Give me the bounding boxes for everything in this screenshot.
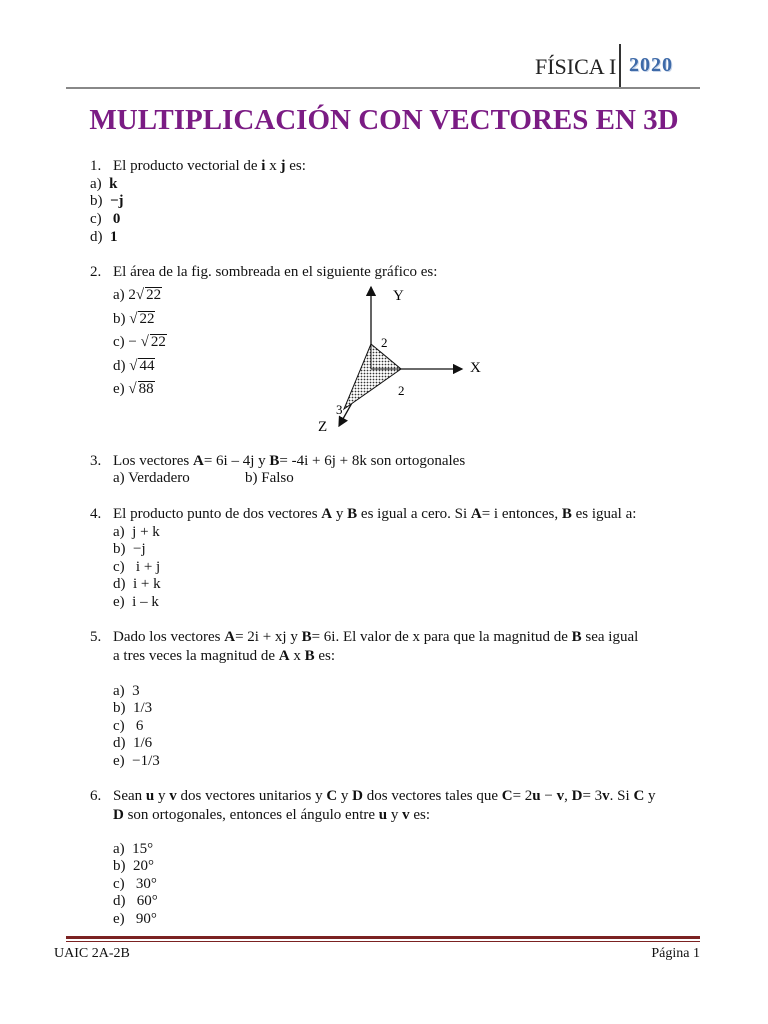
page-title: MULTIPLICACIÓN CON VECTORES EN 3D xyxy=(89,104,679,136)
option: c) − √ 22 xyxy=(113,334,166,350)
question-text: D son ortogonales, entonces el ángulo entre u y v es: xyxy=(113,807,431,823)
shaded-triangle xyxy=(344,344,401,409)
question-number: 6. xyxy=(90,788,102,804)
question-number: 2. xyxy=(90,264,102,280)
question-text: Los vectores A= 6i – 4j y B= -4i + 6j + 8k son ortogonales xyxy=(113,453,466,469)
option: c) i + j xyxy=(113,559,161,575)
question-text: El área de la fig. sombreada en el siguiente gráfico es: xyxy=(113,264,438,280)
option: b) 20° xyxy=(113,858,154,874)
option: a) j + k xyxy=(113,524,160,540)
option: a) 2√ 22 xyxy=(113,287,162,303)
question-text: Sean u y v dos vectores unitarios y C y D dos vectores tales que C= 2u − v, D= 3v. Si C y xyxy=(113,788,656,804)
x-axis-label: X xyxy=(470,360,481,376)
page-number: Página 1 xyxy=(651,946,700,961)
option: e) −1/3 xyxy=(113,753,160,769)
footer-course-code: UAIC 2A-2B xyxy=(54,946,130,961)
option: a) 3 xyxy=(113,683,140,699)
option: c) 30° xyxy=(113,876,157,892)
option: d) 1/6 xyxy=(113,735,153,751)
z-axis-label: Z xyxy=(318,419,328,435)
option: b) √ 22 xyxy=(113,311,155,327)
option: d) 60° xyxy=(113,893,158,909)
header-year: 2020 xyxy=(629,54,673,76)
option: e) √ 88 xyxy=(113,381,154,397)
question-number: 4. xyxy=(90,506,102,522)
option: a) 15° xyxy=(113,841,154,857)
option: d) i + k xyxy=(113,576,161,592)
option: c) 0 xyxy=(90,211,121,227)
question-number: 1. xyxy=(90,158,102,174)
question-text: Dado los vectores A= 2i + xj y B= 6i. El valor de x para que la magnitud de B sea igual xyxy=(113,629,639,645)
option: b) −j xyxy=(90,193,124,209)
option: a) k xyxy=(90,176,118,192)
option: b) Falso xyxy=(245,470,294,486)
y-axis-label: Y xyxy=(393,288,404,304)
option: e) 90° xyxy=(113,911,157,927)
y-intercept-label: 2 xyxy=(381,335,388,350)
question-text: El producto punto de dos vectores A y B es igual a cero. Si A= i entonces, B es igual a: xyxy=(113,506,637,522)
option: d) √ 44 xyxy=(113,358,155,374)
question-number: 3. xyxy=(90,453,102,469)
question-text: a tres veces la magnitud de A x B es: xyxy=(113,648,336,664)
z-intercept-label: 3 xyxy=(336,402,343,417)
option: d) 1 xyxy=(90,229,118,245)
option: b) 1/3 xyxy=(113,700,153,716)
question-text: El producto vectorial de i x j es: xyxy=(113,158,306,174)
footer-rule xyxy=(66,941,700,942)
option: c) 6 xyxy=(113,718,144,734)
footer-rule xyxy=(66,936,700,939)
option: a) Verdadero xyxy=(113,470,190,486)
option: b) −j xyxy=(113,541,146,557)
course-name: FÍSICA I xyxy=(535,54,617,79)
x-intercept-label: 2 xyxy=(398,383,405,398)
option: e) i – k xyxy=(113,594,159,610)
question-number: 5. xyxy=(90,629,102,645)
